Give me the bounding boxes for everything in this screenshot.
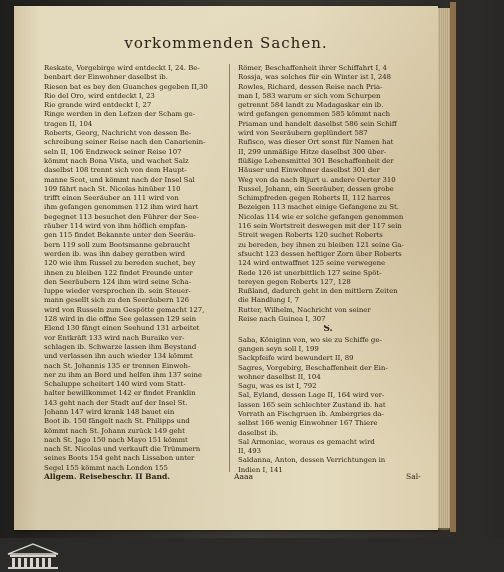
index-line: Rio del Oro, wird entdeckt I, 23 [44,91,155,100]
book-page [14,6,438,530]
index-line: Vorrath an Fischgruen ib. Ambergries da- [238,409,384,418]
index-line: Rede 126 ist unerbittlich 127 seine Spöt- [238,268,382,277]
index-line: Sagres, Vorgebirg, Beschaffenheit der Ein- [238,363,388,372]
index-line: Priaman und handelt daselbst 586 sein Schiff [238,119,397,128]
library-footer-bar [0,538,504,572]
index-line: Nicolas 114 wie er solche gefangen genommen [238,212,404,221]
index-line: Saba, Königinn von, wo sie zu Schiffe ge- [238,335,382,344]
index-line: benbart der Einwohner daselbst ib. [44,73,168,82]
index-line: ner zu ihm an Bord und helfen ihm 137 seine [44,370,202,379]
index-line: daselbst 108 trennt sich von dem Haupt- [44,166,187,175]
footer-volume-title: Allgem. Reisebeschr. II Band. [44,472,170,481]
index-line: Indien I, 141 [238,465,283,474]
page-fore-edge [438,8,450,528]
index-line: Elend 130 fängt einen Seehund 131 arbeitet [44,324,200,333]
index-line: manne Scot, und kömmt nach der Insel Sal [44,175,195,184]
index-line: daselbst ib. [238,428,279,437]
index-line: mann gesellt sich zu den Seeräubern 126 [44,296,190,305]
index-line: Schaluppe scheitert 140 wird vom Statt- [44,380,186,389]
index-line: Rossja, was solches für ein Winter ist I, 248 [238,73,392,82]
index-line: Weg von da nach Bijurt u. andere Oerter 310 [238,175,396,184]
index-line: flüßige Lebensmittel 301 Beschaffenheit der [238,156,394,165]
running-head: vorkommenden Sachen. [124,34,328,52]
index-line: lassen 165 sein schlechter Zustand ib. hat [238,400,386,409]
index-line: Segel 155 kömmt nach London 155 [44,463,168,472]
index-line: Sackpfeife wird bewundert II, 89 [238,354,354,363]
index-line: Rufisco, was dieser Ort sonst für Namen hat [238,138,394,147]
index-line: 109 fährt nach St. Nicolas hinüber 110 [44,184,181,193]
index-line: Johann 147 wird krank 148 bauet ein [44,407,175,416]
index-line: II, 299 unmäßige Hitze daselbst 300 über- [238,147,387,156]
index-line: kömmt nach Bona Vista, und wachet Salz [44,156,189,165]
index-line: nach St. Jago 150 nach Mayo 151 kömmt [44,435,188,444]
index-line: gen 115 findet Bekannte unter den Seeräu- [44,231,196,240]
index-line: luppe wieder versprochen ib. sein Steuer- [44,287,191,296]
index-line: Sal, Eyland, dessen Lage II, 164 wird ver- [238,391,385,400]
index-line: seln II, 106 Endzweck seiner Reise 107 [44,147,182,156]
index-line: seines Boots 154 geht nach Lissabon unter [44,454,195,463]
index-line: räuber 114 wird von ihm höflich empfan- [44,222,188,231]
index-line: Schimpfreden gegen Roberts II, 112 harres [238,194,391,203]
index-line: vor Entkräft 133 wird nach Buraiko ver- [44,333,185,342]
index-line: Rutter, Wilhelm, Nachricht von seiner [238,305,371,314]
index-line: Reskate, Vorgebirge wird entdeckt I, 24. Be- [44,64,200,72]
index-line: Roberts, Georg, Nachricht von dessen Be- [44,129,192,138]
index-line: wird von Seeräubern geplündert 587 [238,129,368,138]
index-line: wird von Russeln zum Gespötte gemacht 127, [44,305,205,314]
index-line: schreibung seiner Reise nach den Canarienin- [44,138,206,147]
index-line: tragen II, 104 [44,119,93,128]
footer-signature-mark: Aaaa [234,472,254,481]
index-line: wird gefangen genommen 585 kömmt nach [238,110,391,119]
index-line: Saldanna, Anton, dessen Verrichtungen in [238,456,386,465]
index-line: Reise nach Guinea I, 307 [238,315,326,324]
index-line: sfsucht 123 dessen heftiger Zorn über Roberts [238,249,402,258]
index-line: 124 wird entwaffnet 125 seine verwegene [238,259,386,268]
index-line: ihnen zu bleiben 122 findet Freunde unter [44,268,193,277]
index-line: Sagu, was es ist I, 792 [238,382,317,391]
index-line: nach St. Nicolas und verkauft die Trümmern [44,445,201,454]
index-line: halter bewillkommet 142 er findet Franklin [44,389,196,398]
book-binding [450,2,456,532]
index-line: Boot ib. 150 fängelt nach St. Philipps und [44,417,190,426]
index-line: man I, 583 warum er sich vom Schurpen [238,91,381,100]
index-line: Ringe werden in den Lefzen der Scham ge- [44,110,196,119]
index-line: Streit wegen Roberts 120 suchet Roberts [238,231,383,240]
index-line: getrennt 584 landt zu Madagaskar ein ib. [238,101,384,110]
index-line: Rowles, Richard, dessen Reise nach Pria- [238,82,383,91]
index-line: und verlassen ihn auch wieder 134 kömmt [44,352,193,361]
index-line: wohner daselbst II, 104 [238,372,321,381]
index-line: ihm gefangen genommen 112 ihm wird hart [44,203,199,212]
index-line: Römer, Beschaffenheit ihrer Schiffahrt I, 4 [238,64,387,72]
library-building-logo-icon [4,542,62,570]
index-line: Rio grande wird entdeckt I, 27 [44,101,152,110]
index-line: schlagen ib. Schwarze lassen ihm Beystand [44,342,197,351]
index-line: kömmt nach St. Johann zurück 149 geht [44,426,185,435]
index-line: trifft einen Seeräuber an 111 wird von [44,194,179,203]
book-scan [6,2,496,538]
column-divider [229,64,230,472]
index-line: tereyen gegen Roberts 127, 128 [238,277,351,286]
index-line: werden ib. was ihn dabey geratben wird [44,249,186,258]
index-line: II, 493 [238,447,261,456]
index-columns [44,64,428,484]
index-line: nach St. Johannis 135 er trennen Einwoh- [44,361,191,370]
index-line: den Seeräubern 124 ihm wird seine Scha- [44,277,191,286]
index-line: gangen seyn soll I, 199 [238,344,319,353]
footer-catchword: Sal- [406,472,421,481]
index-line: Russel, Johann, ein Seeräuber, dessen grobe [238,184,394,193]
index-line: 128 wird in die offne See gelassen 129 sein [44,315,197,324]
index-line: begegnet 113 besuchet den Führer der See- [44,212,199,221]
index-line: 120 wie ihm Russel zu bereden suchet, bey [44,259,196,268]
index-line: Rußland, dadurch geht in den mittlern Zeiten [238,287,398,296]
index-line: Sal Armoniac, woraus es gemacht wird [238,437,375,446]
index-column-left [44,64,224,473]
index-letter-heading: S. [323,325,333,335]
index-line: Häuser und Einwohner daselbst 301 der [238,166,380,175]
index-line: zu bereden, bey ihnen zu bleiben 121 seine Ga- [238,240,404,249]
index-line: Riesen bat es bey den Guanches gegeben II,30 [44,82,208,91]
index-line: 143 geht nach der Stadt auf der Insel St. [44,398,188,407]
index-line: selbst 166 wenig Einwohner 167 Thiere [238,419,378,428]
index-line: bern 119 soll zum Bootsmanne gebraucht [44,240,191,249]
index-line: Bezeigen 113 machet einige Gefangene zu St. [238,203,399,212]
index-line: die Handlung I, 7 [238,296,300,305]
index-line: 116 sein Wortstreit deswegen mit der 117 sein [238,222,402,231]
index-column-right [238,64,418,475]
